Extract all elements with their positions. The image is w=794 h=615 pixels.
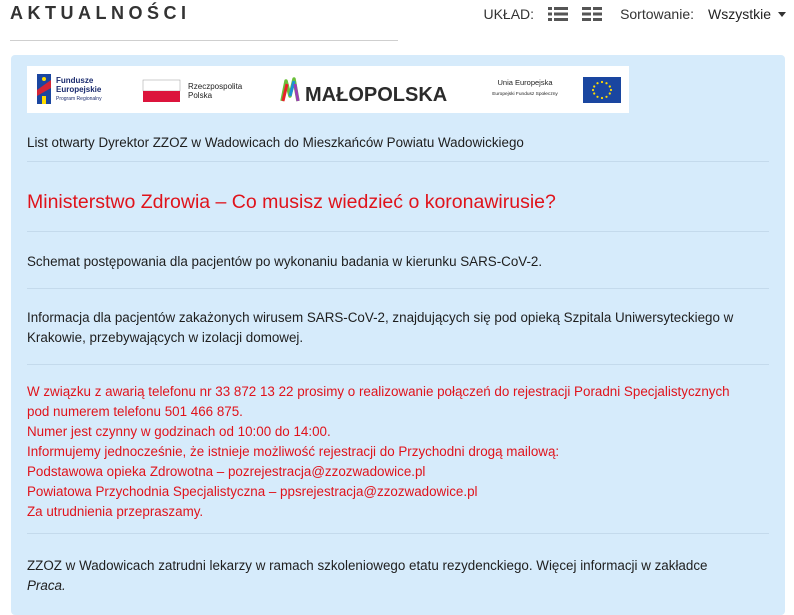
rp-line2: Polska xyxy=(188,91,213,100)
fe-line2: Europejskie xyxy=(56,85,102,94)
caret-down-icon xyxy=(778,12,786,17)
rp-line1: Rzeczpospolita xyxy=(188,82,243,91)
item4-line1: Informacja dla pacjentów zakażonych wirusem SARS-CoV-2, znajdujących się pod opieką Szpitala Uniwersyteckiego w xyxy=(27,310,734,325)
page-title: AKTUALNOŚCI xyxy=(10,3,191,23)
fe-line3: Program Regionalny xyxy=(56,96,102,102)
layout-label: UKŁAD: xyxy=(483,6,535,22)
news-panel xyxy=(11,55,785,615)
notice-line: Informujemy jednocześnie, że istnieje możliwość rejestracji do Przychodni drogą mailową: xyxy=(27,444,560,459)
separator xyxy=(27,288,769,289)
fe-line1: Fundusze xyxy=(56,76,94,85)
sort-selected-value: Wszystkie xyxy=(708,6,771,22)
praca-link[interactable]: Praca. xyxy=(27,578,66,593)
mp-name: MAŁOPOLSKA xyxy=(305,84,448,106)
funding-logos-banner xyxy=(27,66,629,113)
eu-logo xyxy=(492,77,621,103)
news-item-job-offer[interactable] xyxy=(27,556,767,596)
notice-line: Numer jest czynny w godzinach od 10:00 do 14:00. xyxy=(27,424,331,439)
notice-line: Podstawowa opieka Zdrowotna – pozrejestracja@zzozwadowice.pl xyxy=(27,464,426,479)
ue-line2: Europejski Fundusz Społeczny xyxy=(492,92,558,97)
sort-label: Sortowanie: xyxy=(620,6,694,22)
item4-line2: Krakowie, przebywających w izolacji domowej. xyxy=(27,330,304,345)
fundusze-europejskie-logo xyxy=(37,74,102,104)
title-divider xyxy=(10,40,398,41)
news-item-procedure-scheme[interactable]: Schemat postępowania dla pacjentów po wykonaniu badania w kierunku SARS-CoV-2. xyxy=(27,254,543,269)
malopolska-logo xyxy=(282,79,447,106)
separator xyxy=(27,533,769,534)
separator xyxy=(27,161,769,162)
separator xyxy=(27,364,769,365)
news-item-patient-information[interactable] xyxy=(27,308,767,348)
news-item-phone-notice xyxy=(27,382,767,522)
notice-line: Powiatowa Przychodnia Specjalistyczna – ppsrejestracja@zzozwadowice.pl xyxy=(27,484,478,499)
notice-line: pod numerem telefonu 501 466 875. xyxy=(27,404,243,419)
sort-dropdown[interactable] xyxy=(708,6,786,22)
toolbar xyxy=(483,4,786,24)
notice-line: W związku z awarią telefonu nr 33 872 13 22 prosimy o realizowanie połączeń do rejestracji Poradni Specjalistycznych xyxy=(27,384,730,399)
polish-flag-logo xyxy=(143,80,243,102)
news-item-ministry-headline[interactable]: Ministerstwo Zdrowia – Co musisz wiedzieć o koronawirusie? xyxy=(27,191,556,213)
list-view-icon[interactable] xyxy=(548,6,568,22)
news-item-open-letter[interactable]: List otwarty Dyrektor ZZOZ w Wadowicach do Mieszkańców Powiatu Wadowickiego xyxy=(27,135,524,150)
item6-line1: ZZOZ w Wadowicach zatrudni lekarzy w ramach szkoleniowego etatu rezydenckiego. Więcej informacji w zakładce xyxy=(27,558,708,573)
separator xyxy=(27,231,769,232)
notice-line: Za utrudnienia przepraszamy. xyxy=(27,504,204,519)
ue-line1: Unia Europejska xyxy=(497,78,553,87)
grid-view-icon[interactable] xyxy=(582,6,602,22)
